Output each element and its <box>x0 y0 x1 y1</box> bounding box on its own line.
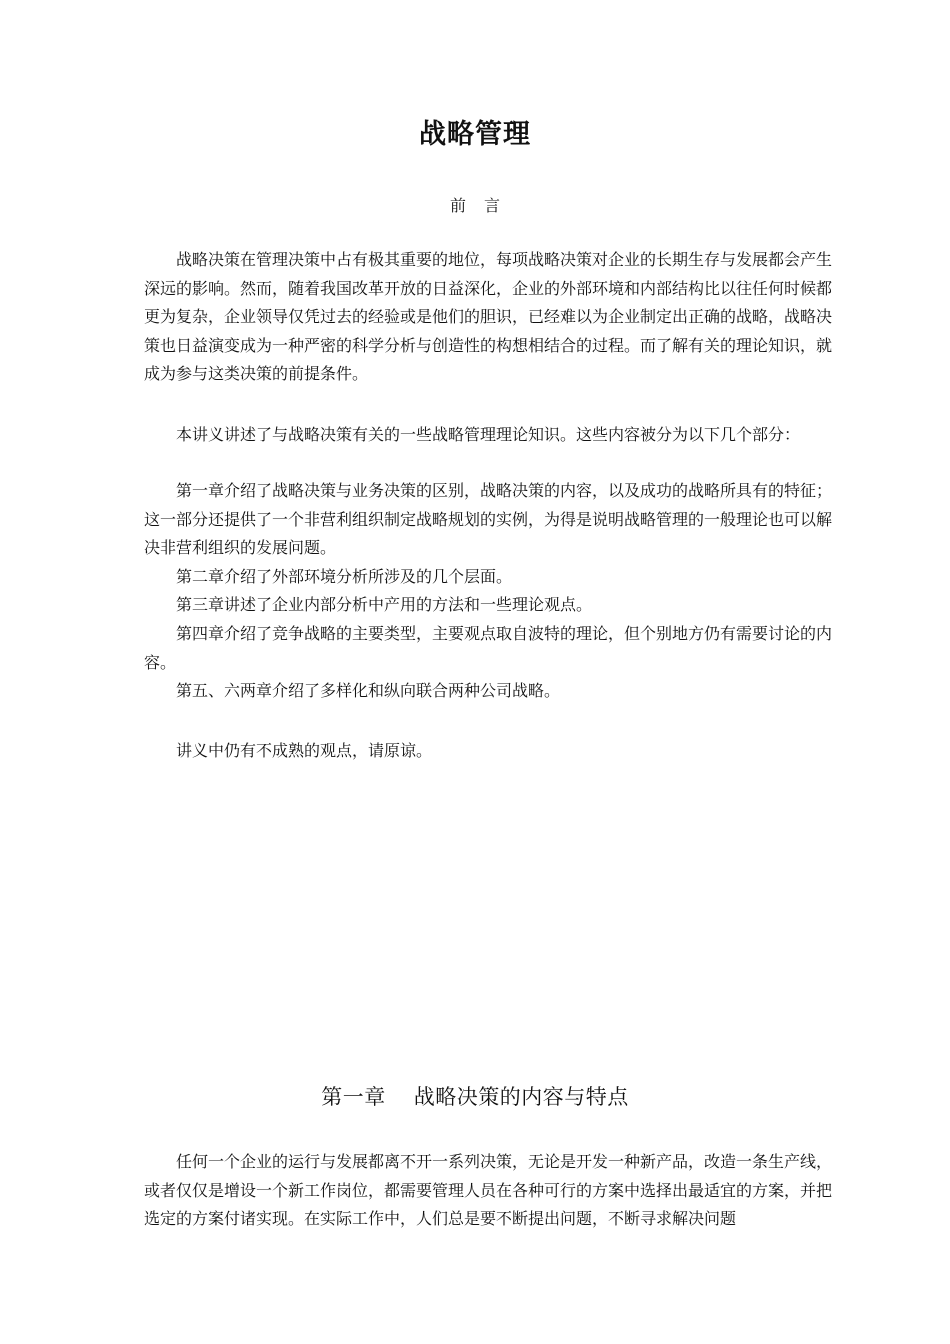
chapter-summary-item: 第一章介绍了战略决策与业务决策的区别，战略决策的内容，以及成功的战略所具有的特征；这一部分还提供了一个非营利组织制定战略规划的实例，为得是说明战略管理的一般理论也可以解决非营利组织的发展问题。 <box>144 481 833 558</box>
chapter-body <box>144 1148 832 1234</box>
preface-closing <box>144 737 832 766</box>
chapter-summary-item: 第四章介绍了竞争战略的主要类型，主要观点取自波特的理论，但个别地方仍有需要讨论的内容。 <box>144 623 833 672</box>
chapter-summary-item: 第二章介绍了外部环境分析所涉及的几个层面。 <box>176 566 513 586</box>
preface-heading: 前言 <box>449 196 518 215</box>
chapter-number: 第一章 <box>321 1085 386 1109</box>
chapter-summary-list <box>144 477 832 706</box>
chapter-heading <box>0 1081 950 1111</box>
chapter-summary-item: 第五、六两章介绍了多样化和纵向联合两种公司战略。 <box>176 681 561 701</box>
preface-paragraph: 战略决策在管理决策中占有极其重要的地位，每项战略决策对企业的长期生存与发展都会产生深远的影响。然而，随着我国改革开放的日益深化，企业的外部环境和内部结构比以往任何时候都更为复杂，企业领导仅凭过去的经验或是他们的胆识，已经难以为企业制定出正确的战略，战略决策也日益演变成为一种严密的科学分析与创造性的构想相结合的过程。而了解有关的理论知识，就成为参与这类决策的前提条件。 <box>144 250 833 384</box>
chapter-title: 战略决策的内容与特点 <box>413 1085 629 1109</box>
preface-outline-intro <box>144 421 832 450</box>
preface-intro <box>144 246 832 389</box>
chapter-paragraph: 任何一个企业的运行与发展都离不开一系列决策，无论是开发一种新产品，改造一条生产线，或者仅仅是增设一个新工作岗位，都需要管理人员在各种可行的方案中选择出最适宜的方案，并把选定的方案付诸实现。在实际工作中，人们总是要不断提出问题，不断寻求解决问题 <box>144 1152 833 1229</box>
preface-paragraph: 本讲义讲述了与战略决策有关的一些战略管理理论知识。这些内容被分为以下几个部分： <box>176 425 801 444</box>
document-title: 战略管理 <box>419 119 531 150</box>
preface-paragraph: 讲义中仍有不成熟的观点，请原谅。 <box>176 741 433 760</box>
chapter-summary-item: 第三章讲述了企业内部分析中产用的方法和一些理论观点。 <box>176 595 593 615</box>
